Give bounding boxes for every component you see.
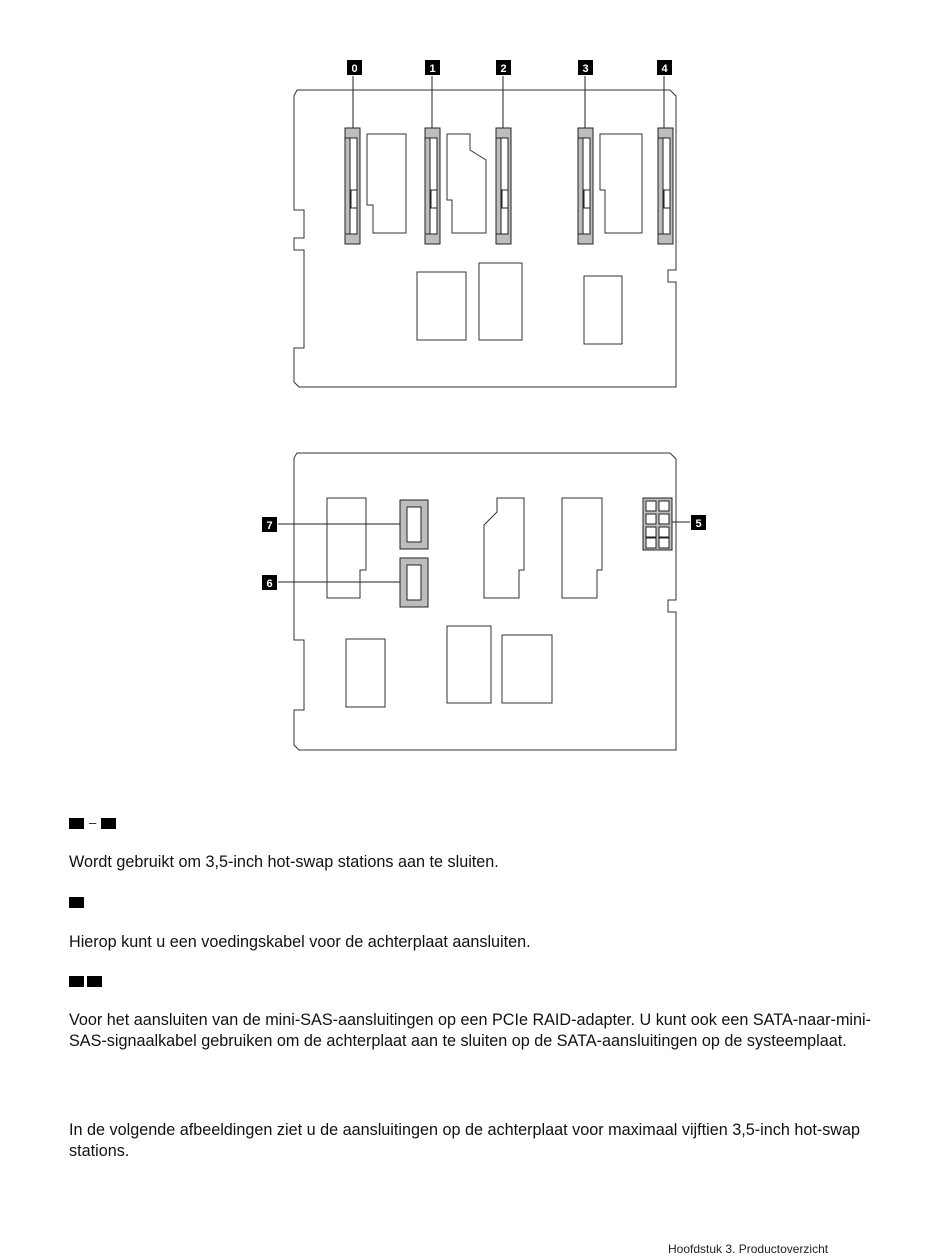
section-text-power-connector: Hierop kunt u een voedingskabel voor de achterplaat aansluiten. (69, 933, 531, 951)
svg-text:5: 5 (695, 518, 702, 530)
section-text-mini-sas: Voor het aansluiten van de mini-SAS-aansluitingen op een PCIe RAID-adapter. U kunt ook een SATA-naar-mini-SAS-signaalkabel gebruiken om de achterplaat aan te sluiten op de SATA-aansluitingen op de systeemplaat. (69, 1011, 872, 1050)
callout-heading-power (69, 896, 84, 908)
svg-text:7: 7 (266, 520, 273, 532)
mini-sas-connector-7 (400, 500, 428, 549)
callout-1 (425, 60, 440, 75)
drive-connector-0 (345, 128, 360, 244)
drive-connectors (345, 128, 673, 244)
power-connector-5 (643, 498, 672, 550)
callout-6 (262, 575, 277, 590)
drive-connector-4 (658, 128, 673, 244)
callout-range-heading (69, 817, 116, 829)
callout-5 (691, 515, 706, 530)
svg-text:6: 6 (266, 578, 273, 590)
svg-text:2: 2 (500, 63, 507, 75)
callout-0 (347, 60, 362, 75)
callout-marker (69, 897, 84, 908)
mini-sas-connector-6 (400, 558, 428, 607)
footer-chapter: Hoofdstuk 3. (668, 1242, 736, 1256)
callout-marker (69, 976, 84, 987)
svg-text:0: 0 (351, 63, 358, 75)
intro-paragraph: In de volgende afbeeldingen ziet u de aansluitingen op de achterplaat voor maximaal vijftien 3,5-inch hot-swap stations. (69, 1121, 860, 1160)
svg-text:3: 3 (582, 63, 589, 75)
drive-connector-2 (496, 128, 511, 244)
page-footer (668, 1242, 828, 1256)
svg-text:4: 4 (661, 63, 668, 75)
section-text-drive-connectors: Wordt gebruikt om 3,5-inch hot-swap stations aan te sluiten. (69, 853, 499, 871)
callout-marker (101, 818, 116, 829)
drive-connector-3 (578, 128, 593, 244)
callout-marker (87, 976, 102, 987)
range-dash: – (89, 815, 97, 830)
callout-4 (657, 60, 672, 75)
svg-text:1: 1 (429, 63, 436, 75)
drive-connector-1 (425, 128, 440, 244)
callout-7 (262, 517, 277, 532)
callout-heading-mini-sas (69, 975, 102, 987)
footer-title: Productoverzicht (738, 1242, 829, 1256)
callout-2 (496, 60, 511, 75)
callout-marker (69, 818, 84, 829)
callout-3 (578, 60, 593, 75)
